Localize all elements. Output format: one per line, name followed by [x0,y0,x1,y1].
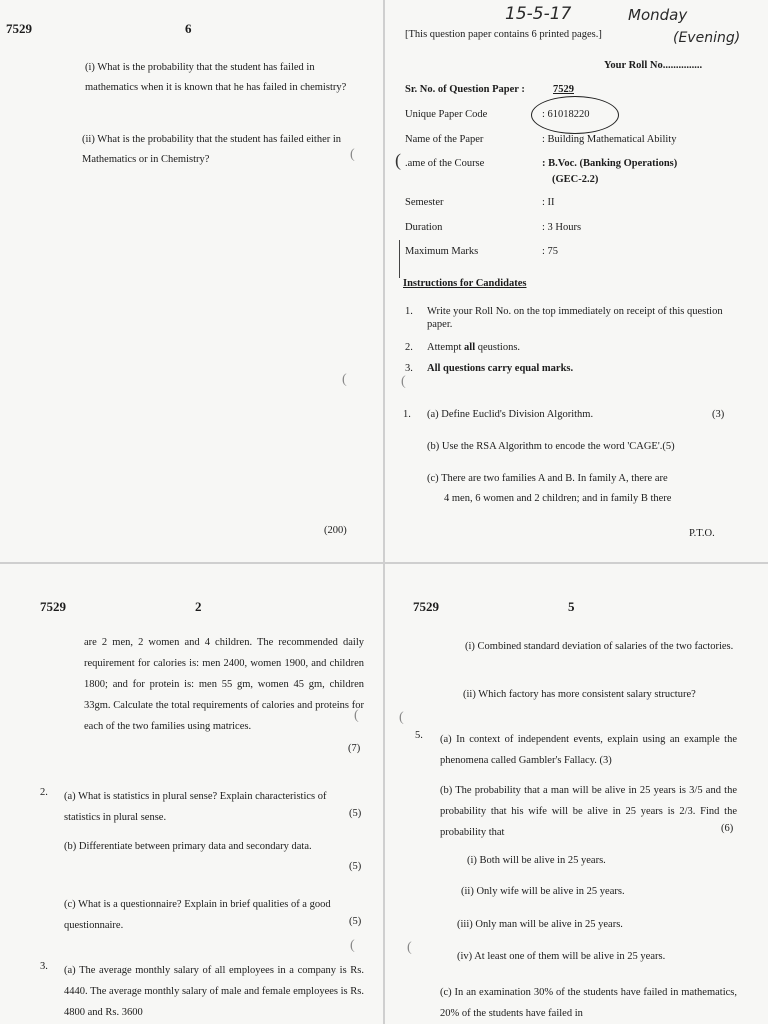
page-number: 2 [195,599,202,614]
paper-code: 7529 [6,21,32,36]
field-label-max-marks: Maximum Marks [405,246,479,257]
list-item: (ii) Only wife will be alive in 25 years. [461,886,625,897]
question-number: 5. [415,730,423,741]
paper-code: 7529 [413,599,439,614]
list-item: (i) Both will be alive in 25 years. [467,855,606,866]
question-1b: (b) Use the RSA Algorithm to encode the word 'CAGE'.(5) [427,441,675,452]
list-item: (iv) At least one of them will be alive in 25 years. [457,951,666,962]
question-2b: (b) Differentiate between primary data and secondary data. [64,841,312,852]
bracket-mark: ( [399,710,404,725]
field-value-sr-no: 7529 [553,84,574,95]
field-label-semester: Semester [405,197,444,208]
question-5c: (c) In an examination 30% of the students have failed in mathematics, 20% of the students have failed in [440,987,737,1019]
question-5a: (a) In context of independent events, explain using an example the phenomena called Gambler's Fallacy. (3) [440,734,737,766]
question-2b-marks: (5) [349,861,362,872]
question-1c-continued: are 2 men, 2 women and 4 children. The recommended daily requirement for calories is: men 2400, women 1900, and children 1800; and for protein is: men 55 gm, women 45 gm, children 33gm. Calculate the total requirements of calories and proteins for each of the two families using matrices. [84,637,364,732]
question-1a-marks: (3) [712,409,725,420]
question-4-ii: (ii) Which factory has more consistent salary structure? [463,689,696,700]
handwritten-session: (Evening) [673,30,741,46]
instruction-num: 3. [405,363,413,374]
question-1c-marks: (7) [348,743,361,754]
page-number: 6 [185,21,192,36]
field-label-paper-name: Name of the Paper [405,134,484,145]
field-value-semester: : II [542,197,555,208]
instructions-title: Instructions for Candidates [403,278,527,289]
handwritten-day: Monday [628,6,688,24]
question-5b: (b) The probability that a man will be alive in 25 years is 3/5 and the probability that his wife will be alive in 25 years is 2/3. Find the probability that [440,785,737,838]
question-1c: (c) There are two families A and B. In family A, there are [427,473,668,484]
question-2a: (a) What is statistics in plural sense? Explain characteristics of statistics in plural sense. [64,791,327,823]
field-value-course: : B.Voc. (Banking Operations) [542,158,678,169]
bracket-mark: ( [354,708,359,723]
cover-page [385,0,768,562]
question-4-i: (i) Combined standard deviation of salaries of the two factories. [465,641,734,652]
instruction-num: 1. [405,306,413,317]
field-value-paper-code: : 61018220 [542,109,590,120]
page-5 [385,564,768,1024]
field-value-duration: : 3 Hours [542,222,582,233]
question-2a-marks: (5) [349,808,362,819]
question-ii: (ii) What is the probability that the student has failed either in Mathematics or in Chemistry? [82,134,342,165]
instruction-1: Write your Roll No. on the top immediately on receipt of this question paper. [427,306,723,330]
field-value-max-marks: : 75 [542,246,559,257]
question-1c-cont: 4 men, 6 women and 2 children; and in family B there [444,493,672,504]
question-i: (i) What is the probability that the student has failed in mathematics when it is known that he has failed in chemistry? [85,62,347,93]
field-value-paper-name: : Building Mathematical Ability [542,134,677,145]
field-value-course-code: (GEC-2.2) [552,174,599,185]
instruction-3: All questions carry equal marks. [427,363,574,374]
page-2 [0,564,383,1024]
page-number: 5 [568,599,575,614]
page-footer: (200) [324,525,347,536]
pen-stroke [399,240,400,278]
bracket-mark: ( [342,372,347,387]
question-5b-marks: (6) [721,823,734,834]
question-number: 3. [40,961,48,972]
question-3a: (a) The average monthly salary of all employees in a company is Rs. 4440. The average monthly salary of male and female employees is Rs. 4800 and Rs. 3600 [64,965,364,1018]
page-6 [0,0,383,562]
bracket-mark: ( [350,147,355,162]
field-label-duration: Duration [405,222,443,233]
question-number: 1. [403,409,411,420]
page-fold [0,562,768,564]
bracket-mark: ( [407,940,412,955]
bracket-mark: ( [350,938,355,953]
printed-pages-notice: [This question paper contains 6 printed pages.] [405,29,602,40]
question-2c: (c) What is a questionnaire? Explain in brief qualities of a good questionnaire. [64,899,331,931]
question-1a: (a) Define Euclid's Division Algorithm. [427,409,594,420]
question-2c-marks: (5) [349,916,362,927]
binding-gutter [383,0,385,1024]
paper-code: 7529 [40,599,66,614]
instruction-num: 2. [405,342,413,353]
field-label-course: .ame of the Course [405,158,485,169]
page-footer: P.T.O. [689,528,715,539]
handwritten-date: 15-5-17 [505,4,572,24]
instruction-2: Attempt all qeustions. [427,342,521,353]
list-item: (iii) Only man will be alive in 25 years. [457,919,623,930]
roll-number-field: Your Roll No............... [604,60,703,71]
field-label-sr-no: Sr. No. of Question Paper : [405,84,525,95]
bracket-mark: ( [395,150,401,170]
field-label-paper-code: Unique Paper Code [405,109,488,120]
bracket-mark: ( [401,374,406,389]
question-number: 2. [40,787,48,798]
